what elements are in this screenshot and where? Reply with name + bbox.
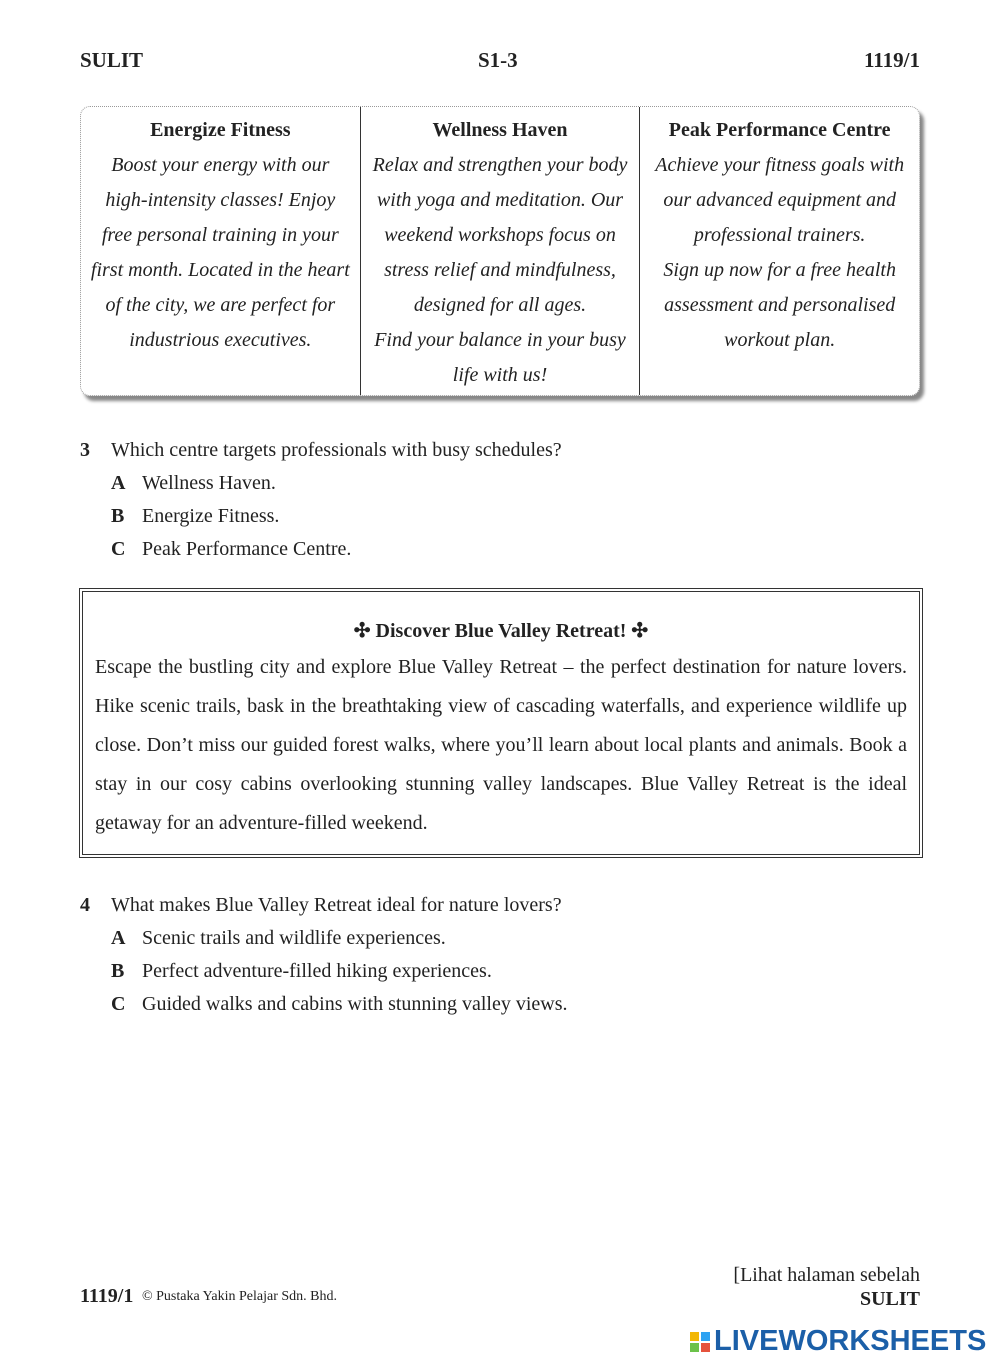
option-letter: B <box>111 505 125 527</box>
footer-see-next-page: [Lihat halaman sebelah <box>733 1264 920 1286</box>
logo-square <box>701 1332 710 1341</box>
option-letter: C <box>111 538 126 560</box>
advert-body <box>640 148 919 358</box>
q4-option-a[interactable] <box>111 927 446 950</box>
advert-line: Find your balance in your busy <box>374 329 626 351</box>
advert-line: stress relief and mindfulness, <box>384 259 616 281</box>
advert-line: free personal training in your <box>101 224 339 246</box>
q4-option-c[interactable] <box>111 993 568 1016</box>
advert-title: Wellness Haven <box>432 119 568 141</box>
advert-line: Boost your energy with our <box>111 154 330 176</box>
liveworksheets-logo-icon <box>690 1332 710 1352</box>
advert-line: life with us! <box>452 364 548 386</box>
advert-line: Sign up now for a free health <box>663 259 896 281</box>
option-letter: B <box>111 960 125 982</box>
header-sulit: SULIT <box>80 48 144 72</box>
advert-line: workout plan. <box>724 329 836 351</box>
advert-title: Energize Fitness <box>150 119 291 141</box>
advert-energize-fitness <box>81 107 360 395</box>
logo-square <box>690 1343 699 1352</box>
advert-line: professional trainers. <box>693 224 866 246</box>
advert-line: assessment and personalised <box>664 294 896 316</box>
footer-paper-code: 1119/1 <box>80 1285 134 1307</box>
option-text: Guided walks and cabins with stunning valley views. <box>142 993 568 1015</box>
liveworksheets-wordmark: LIVEWORKSHEETS <box>714 1325 987 1357</box>
question-text: What makes Blue Valley Retreat ideal for nature lovers? <box>111 894 562 916</box>
question-number: 4 <box>80 894 90 916</box>
advert-line: Relax and strengthen your body <box>372 154 628 176</box>
option-text: Energize Fitness. <box>142 505 280 527</box>
q3-option-b[interactable] <box>111 505 279 528</box>
option-letter: A <box>111 472 126 494</box>
footer-sulit: SULIT <box>859 1288 920 1310</box>
advert-line: with yoga and meditation. Our <box>376 189 624 211</box>
liveworksheets-brand[interactable] <box>690 1325 986 1358</box>
option-text: Peak Performance Centre. <box>142 538 352 560</box>
header-paper-code: 1119/1 <box>863 48 920 72</box>
logo-square <box>690 1332 699 1341</box>
advert-line: Achieve your fitness goals with <box>655 154 905 176</box>
option-text: Wellness Haven. <box>142 472 276 494</box>
q4-option-b[interactable] <box>111 960 492 983</box>
header-page-code: S1-3 <box>478 48 518 72</box>
question-3 <box>80 439 562 462</box>
advert-line: weekend workshops focus on <box>384 224 616 246</box>
advert-body <box>361 148 640 393</box>
advert-peak-performance <box>639 107 919 395</box>
advert-line: of the city, we are perfect for <box>105 294 336 316</box>
promo-box <box>79 588 923 858</box>
logo-square <box>701 1343 710 1352</box>
option-text: Scenic trails and wildlife experiences. <box>142 927 446 949</box>
advert-line: industrious executives. <box>129 329 312 351</box>
promo-body: Escape the bustling city and explore Blue Valley Retreat – the perfect destination for nature lovers. Hike scenic trails, bask in the breathtaking view of cascading waterfalls, and experience wildlife up close. Don’t miss our guided forest walks, where you’ll learn about local plants and animals. Book a stay in our cosy cabins overlooking stunning valley landscapes. Blue Valley Retreat is the ideal getaway for an adventure-filled weekend. <box>95 656 907 834</box>
q3-option-a[interactable] <box>111 472 276 495</box>
advert-line: our advanced equipment and <box>663 189 897 211</box>
q3-option-c[interactable] <box>111 538 351 561</box>
advert-title: Peak Performance Centre <box>668 119 891 141</box>
question-4 <box>80 894 562 917</box>
question-text: Which centre targets professionals with busy schedules? <box>111 439 562 461</box>
advert-line: designed for all ages. <box>413 294 587 316</box>
advert-line: first month. Located in the heart <box>90 259 350 281</box>
advert-wellness-haven <box>360 107 640 395</box>
option-text: Perfect adventure-filled hiking experiences. <box>142 960 492 982</box>
question-number: 3 <box>80 439 90 461</box>
advert-body <box>81 148 360 358</box>
option-letter: C <box>111 993 126 1015</box>
footer-copyright: © Pustaka Yakin Pelajar Sdn. Bhd. <box>142 1289 337 1304</box>
advert-line: high-intensity classes! Enjoy <box>105 189 336 211</box>
promo-title: ✣ Discover Blue Valley Retreat! ✣ <box>353 620 649 642</box>
option-letter: A <box>111 927 126 949</box>
advert-table <box>80 106 920 396</box>
